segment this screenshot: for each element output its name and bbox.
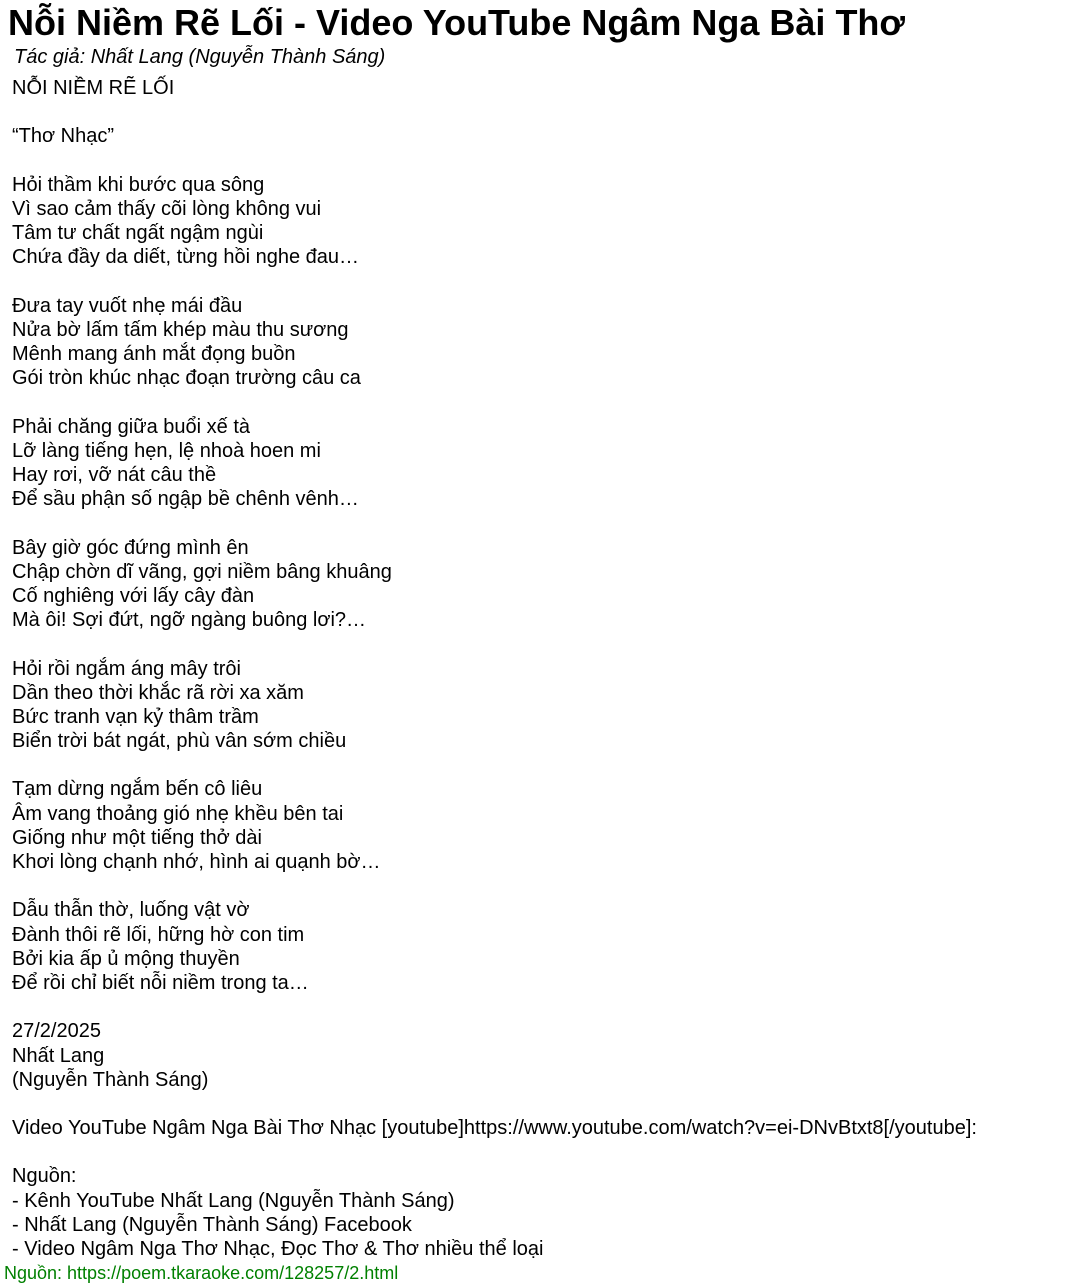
text-line: Dẫu thẫn thờ, luống vật vờ [12,899,250,922]
text-line: Để rồi chỉ biết nỗi niềm trong ta… [12,971,309,994]
blank-line [12,874,1072,898]
text-line: Chứa đầy da diết, từng hồi nghe đau… [12,246,360,269]
blank-line [12,632,1072,656]
text-line: Gói tròn khúc nhạc đoạn trường câu ca [12,367,361,390]
text-line: Lỡ làng tiếng hẹn, lệ nhoà hoen mi [12,439,321,462]
text-line: Đành thôi rẽ lối, hững hờ con tim [12,923,305,946]
text-line: Chập chờn dĩ vãng, gợi niềm bâng khuâng [12,560,392,583]
text-line: Nhất Lang [12,1044,105,1067]
text-line: Vì sao cảm thấy cõi lòng không vui [12,197,322,220]
blank-line [12,100,1072,124]
source-footer: Nguồn: https://poem.tkaraoke.com/128257/2.html [4,1263,399,1283]
text-line: Bởi kia ấp ủ mộng thuyền [12,947,240,970]
text-line: Mênh mang ánh mắt đọng buồn [12,343,296,366]
text-line: Tạm dừng ngắm bến cô liêu [12,778,263,801]
text-line: Âm vang thoảng gió nhẹ khều bên tai [12,802,344,825]
text-line: Hỏi rồi ngắm áng mây trôi [12,657,241,680]
text-line: NỖI NIỀM RẼ LỐI [12,77,175,99]
text-line: Tâm tư chất ngất ngậm ngùi [12,222,264,245]
blank-line [12,753,1072,777]
text-line: - Video Ngâm Nga Thơ Nhạc, Đọc Thơ & Thơ nhiều thể loại [12,1238,544,1260]
blank-line [12,149,1072,173]
text-line: Bức tranh vạn kỷ thâm trầm [12,705,259,728]
blank-line [12,511,1072,535]
blank-line [12,1092,1072,1116]
text-line: Khơi lòng chạnh nhớ, hình ai quạnh bờ… [12,851,381,873]
text-line: Đưa tay vuốt nhẹ mái đầu [12,294,243,317]
text-line: Để sầu phận số ngập bề chênh vênh… [12,488,359,511]
text-line: - Nhất Lang (Nguyễn Thành Sáng) Facebook [12,1213,412,1236]
text-line: (Nguyễn Thành Sáng) [12,1068,209,1091]
page-title: Nỗi Niềm Rẽ Lối - Video YouTube Ngâm Nga Bài Thơ [8,2,906,43]
text-line: Hỏi thầm khi bước qua sông [12,173,265,196]
text-line: Mà ôi! Sợi đứt, ngỡ ngàng buông lơi?… [12,609,367,632]
text-line: Bây giờ góc đứng mình ên [12,536,249,559]
text-line: Biển trời bát ngát, phù vân sớm chiều [12,730,347,753]
text-line: Dần theo thời khắc rã rời xa xăm [12,681,304,704]
text-line: “Thơ Nhạc” [12,125,115,148]
text-line: Hay rơi, vỡ nát câu thề [12,464,217,486]
blank-line [12,995,1072,1019]
blank-line [12,1140,1072,1164]
text-line: 27/2/2025 [12,1020,101,1043]
text-line: Nửa bờ lấm tấm khép màu thu sương [12,318,349,341]
blank-line [12,270,1072,294]
text-line: Video YouTube Ngâm Nga Bài Thơ Nhạc [youtube]https://www.youtube.com/watch?v=ei-DNvBtxt8[/youtube]: [12,1117,977,1140]
text-line: Nguồn: [12,1165,77,1188]
text-line: - Kênh YouTube Nhất Lang (Nguyễn Thành Sáng) [12,1189,455,1212]
text-line: Phải chăng giữa buổi xế tà [12,415,250,438]
poem-body [12,76,1072,1261]
text-line: Giống như một tiếng thở dài [12,826,262,849]
text-line: Cố nghiêng với lấy cây đàn [12,584,255,607]
blank-line [12,390,1072,414]
author-line: Tác giả: Nhất Lang (Nguyễn Thành Sáng) [14,46,386,68]
